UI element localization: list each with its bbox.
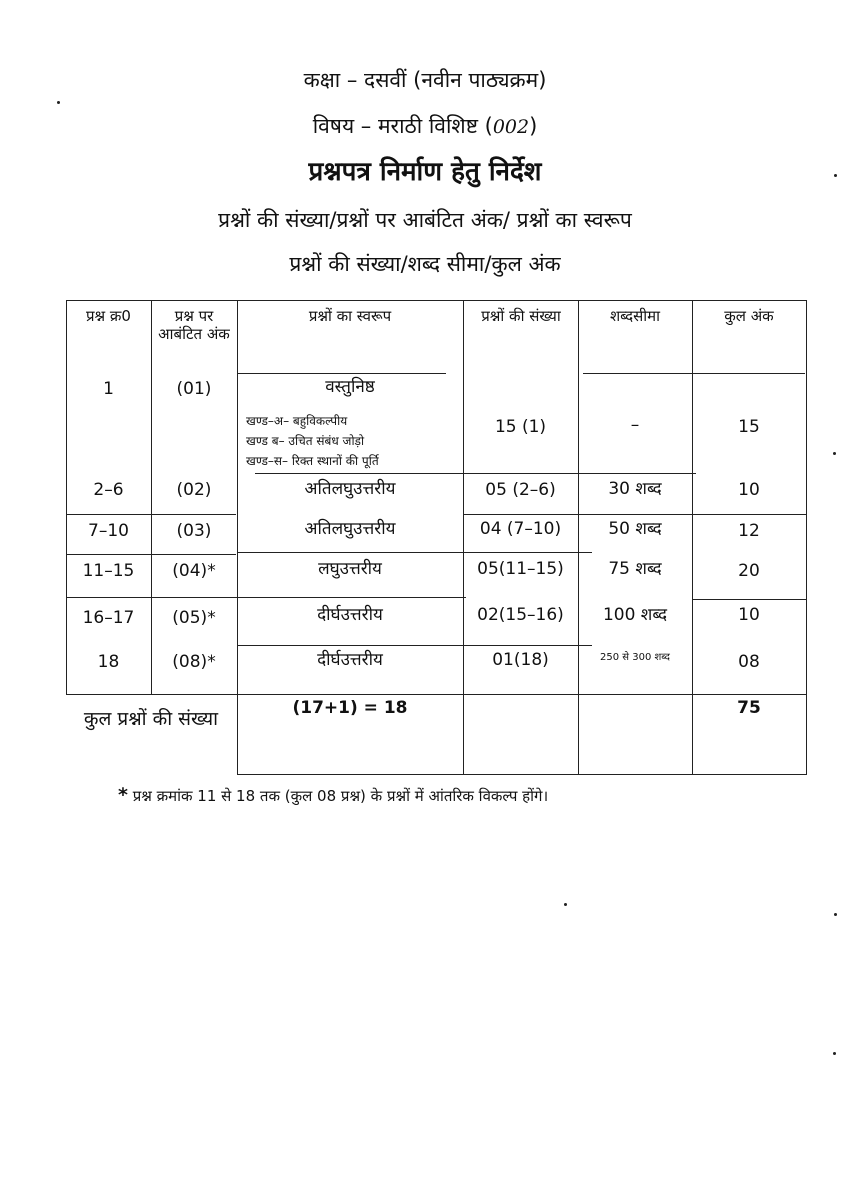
subject-code: 002 (492, 116, 530, 138)
row1-count: 15 (1) (494, 417, 547, 437)
header-count: प्रश्नों की संख्या (481, 307, 561, 325)
subtitle-2: प्रश्नों की संख्या/शब्द सीमा/कुल अंक (289, 252, 561, 276)
header-question-no: प्रश्न क्र0 (86, 307, 131, 325)
row5-total: 10 (738, 605, 760, 625)
footer-total: 75 (737, 698, 761, 718)
row1-no: 1 (103, 379, 114, 399)
row2-no: 2–6 (93, 480, 124, 500)
row5-limit: 100 शब्द (602, 605, 668, 625)
row4-rule-b (692, 599, 806, 600)
row6-count: 01(18) (492, 650, 549, 670)
subject-heading (0, 112, 850, 140)
footer-count: (17+1) = 18 (292, 698, 408, 718)
row3-rule-b (237, 552, 592, 553)
footnote (118, 784, 548, 806)
header-word-limit: शब्दसीमा (609, 307, 661, 325)
scan-speck (834, 913, 837, 916)
header-rule (238, 373, 446, 374)
footnote-text: प्रश्न क्रमांक 11 से 18 तक (कुल 08 प्रश्न) के प्रश्नों में आंतरिक विकल्प होंगे। (132, 787, 549, 805)
row5-marks: (05)* (172, 608, 216, 628)
row5-type: दीर्घउत्तरीय (317, 605, 383, 625)
row3-limit: 50 शब्द (608, 519, 662, 539)
footnote-asterisk: * (118, 784, 128, 806)
row3-marks: (03) (176, 521, 212, 541)
table-right-rule (806, 300, 807, 775)
row2-total: 10 (738, 480, 760, 500)
row1-sub-a: खण्ड–अ– बहुविकल्पीय (246, 414, 348, 428)
row3-total: 12 (738, 521, 760, 541)
row3-rule (66, 554, 236, 555)
scan-speck (57, 101, 60, 104)
row4-marks: (04)* (172, 561, 216, 581)
subtitle-1: प्रश्नों की संख्या/प्रश्नों पर आबंटित अंक/ प्रश्नों का स्वरूप (218, 208, 632, 232)
scan-speck (564, 903, 567, 906)
scan-speck (834, 174, 837, 177)
row6-total: 08 (738, 652, 760, 672)
row4-limit: 75 शब्द (608, 559, 662, 579)
row1-sub-b: खण्ड ब– उचित संबंध जोड़ो (246, 434, 365, 448)
row3-no: 7–10 (88, 521, 129, 541)
row5-count: 02(15–16) (477, 605, 564, 625)
row3-count: 04 (7–10) (479, 519, 562, 539)
row1-sub-c: खण्ड–स– रिक्त स्थानों की पूर्ति (246, 454, 379, 468)
row1-total: 15 (738, 417, 760, 437)
row2-rule-b (463, 514, 806, 515)
class-heading: कक्षा – दसवीं (नवीन पाठ्यक्रम) (303, 68, 547, 92)
row2-limit: 30 शब्द (608, 479, 662, 499)
row4-total: 20 (738, 561, 760, 581)
row4-type: लघुउत्तरीय (318, 559, 382, 579)
subject-close: ) (529, 114, 538, 138)
row6-no: 18 (97, 652, 120, 672)
row1-type: वस्तुनिष्ठ (325, 377, 375, 397)
table-top-rule (66, 300, 806, 301)
row3-type: अतिलघुउत्तरीय (304, 519, 396, 539)
row5-no: 16–17 (82, 608, 135, 628)
footer-label: कुल प्रश्नों की संख्या (83, 708, 219, 730)
row1-marks: (01) (176, 379, 212, 399)
row6-limit: 250 से 300 शब्द (600, 652, 670, 663)
row5-rule (237, 645, 592, 646)
row1-limit: – (630, 415, 640, 435)
scan-speck (833, 1052, 836, 1055)
header-type: प्रश्नों का स्वरूप (308, 307, 392, 325)
header-rule-2 (583, 373, 805, 374)
header-marks: प्रश्न पर आबंटित अंक (158, 307, 230, 343)
row4-no: 11–15 (82, 561, 135, 581)
row1-rule (255, 473, 696, 474)
row2-rule (66, 514, 236, 515)
row4-rule (66, 597, 466, 598)
row2-type: अतिलघुउत्तरीय (304, 479, 396, 499)
row6-type: दीर्घउत्तरीय (317, 650, 383, 670)
table-bottom-rule (237, 774, 806, 775)
row2-count: 05 (2–6) (485, 480, 556, 500)
page-title: प्रश्नपत्र निर्माण हेतु निर्देश (308, 157, 542, 187)
subject-label: विषय – मराठी विशिष्ट ( (312, 114, 493, 138)
row4-count: 05(11–15) (477, 559, 564, 579)
row6-rule (66, 694, 806, 695)
row6-marks: (08)* (172, 652, 216, 672)
row2-marks: (02) (176, 480, 212, 500)
scan-speck (833, 452, 836, 455)
header-total: कुल अंक (724, 307, 774, 325)
